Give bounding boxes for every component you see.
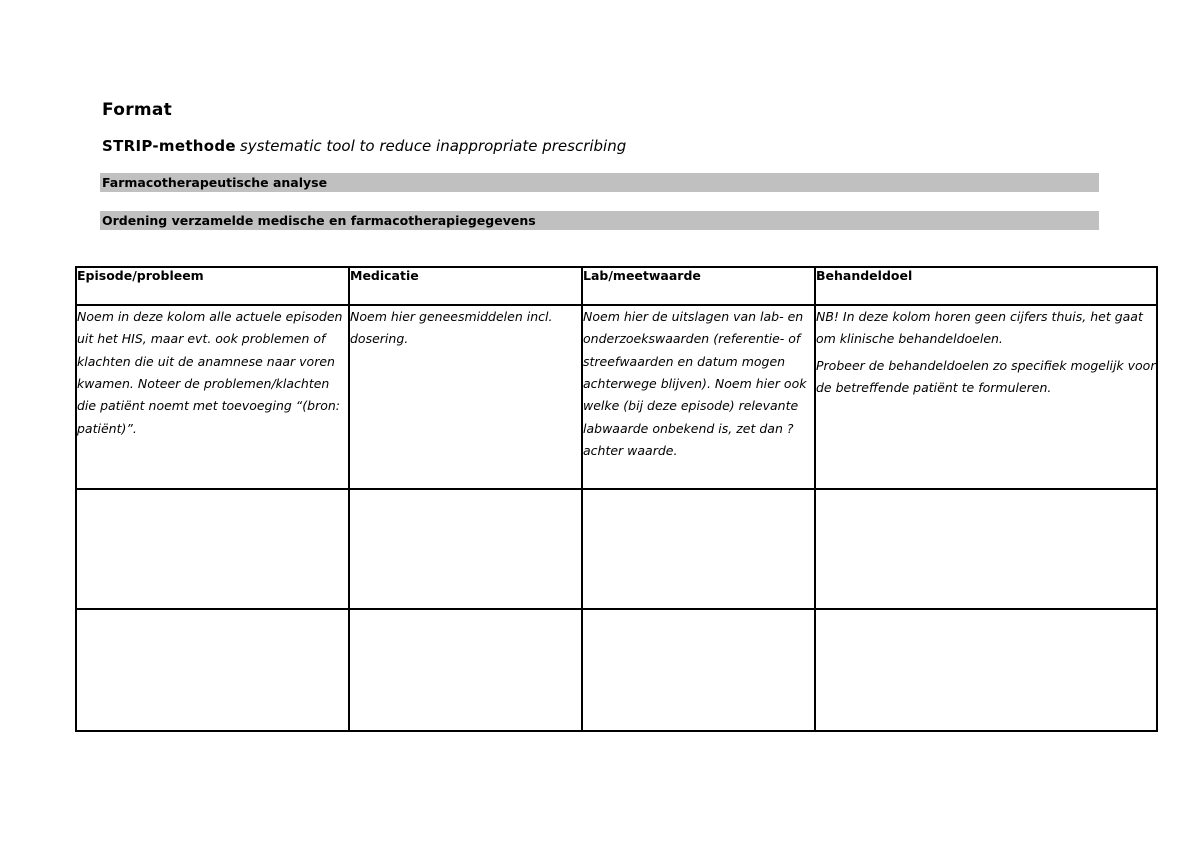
- table-row: [76, 489, 1157, 610]
- behandeldoel-guidance-instruction: Probeer de behandeldoelen zo specifiek mogelijk voor de betreffende patiënt te formuleren.: [816, 357, 1156, 396]
- table-cell-empty[interactable]: [349, 609, 582, 731]
- table-cell-empty[interactable]: [349, 489, 582, 610]
- cell-medicatie-guidance[interactable]: [349, 305, 582, 489]
- table-row: [76, 305, 1157, 489]
- cell-lab-guidance[interactable]: [582, 305, 815, 489]
- medicatie-guidance-text: Noem hier geneesmiddelen incl. dosering.: [350, 309, 553, 347]
- lab-guidance-text: Noem hier de uitslagen van lab- en onderzoekswaarden (referentie- of streefwaarden en datum mogen achterwege blijven). Noem hier ook welke (bij deze episode) relevante labwaarde onbekend is, zet dan ? achter waarde.: [583, 309, 807, 458]
- subtitle-description: systematic tool to reduce inappropriate prescribing: [239, 137, 627, 155]
- table-cell-empty[interactable]: [76, 489, 349, 610]
- column-header-lab: Lab/meetwaarde: [582, 267, 815, 305]
- section-heading-analysis: Farmacotherapeutische analyse: [100, 173, 1099, 192]
- table-cell-empty[interactable]: [815, 489, 1157, 610]
- column-header-episode: Episode/probleem: [76, 267, 349, 305]
- table-cell-empty[interactable]: [582, 489, 815, 610]
- section-heading-ordering: Ordening verzamelde medische en farmacotherapiegegevens: [100, 211, 1099, 230]
- column-header-behandeldoel: Behandeldoel: [815, 267, 1157, 305]
- behandeldoel-guidance-note: NB! In deze kolom horen geen cijfers thuis, het gaat om klinische behandeldoelen.: [816, 309, 1143, 347]
- table-header-row: [76, 267, 1157, 305]
- strip-table: [75, 266, 1158, 732]
- table-row: [76, 609, 1157, 731]
- table-cell-empty[interactable]: [76, 609, 349, 731]
- document-subtitle: [102, 137, 626, 155]
- table-cell-empty[interactable]: [582, 609, 815, 731]
- table-cell-empty[interactable]: [815, 609, 1157, 731]
- column-header-medicatie: Medicatie: [349, 267, 582, 305]
- cell-behandeldoel-guidance[interactable]: [815, 305, 1157, 489]
- subtitle-method: STRIP-methode: [102, 137, 236, 155]
- document-title: Format: [102, 100, 173, 120]
- cell-episode-guidance[interactable]: [76, 305, 349, 489]
- episode-guidance-text: Noem in deze kolom alle actuele episoden uit het HIS, maar evt. ook problemen of klachten die uit de anamnese naar voren kwamen. Noteer de problemen/klachten die patiënt noemt met toevoeging “(bron: patiënt)”.: [77, 309, 343, 436]
